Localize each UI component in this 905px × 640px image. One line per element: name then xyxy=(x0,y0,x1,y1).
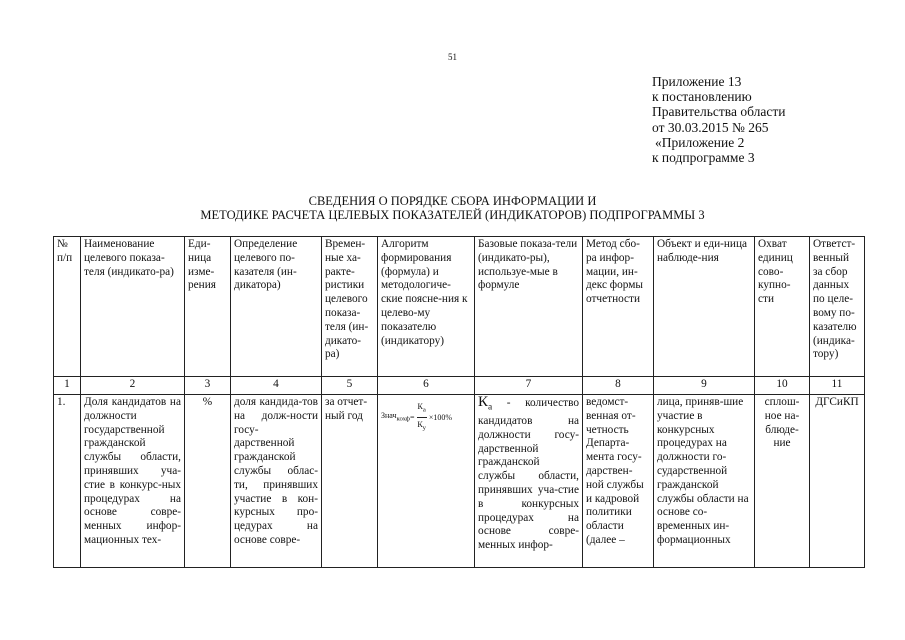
page-number: 51 xyxy=(448,52,457,62)
responsible: ДГСиКП xyxy=(810,395,865,568)
indicator-formula xyxy=(378,395,475,568)
table-row xyxy=(54,395,865,568)
formula-lhs-text: Знач xyxy=(381,411,397,421)
column-number: 2 xyxy=(81,377,185,395)
appendix-line: к постановлению xyxy=(652,89,752,105)
column-number: 11 xyxy=(810,377,865,395)
column-number: 10 xyxy=(755,377,810,395)
appendix-line: «Приложение 2 xyxy=(655,134,745,150)
column-number: 3 xyxy=(185,377,231,395)
formula-denominator-sub: у xyxy=(422,424,426,432)
title-line: СВЕДЕНИЯ О ПОРЯДКЕ СБОРА ИНФОРМАЦИИ И xyxy=(308,194,597,208)
header-cell: Объект и еди-ница наблюде-ния xyxy=(654,237,755,377)
header-cell: Базовые показа-тели (индикато-ры), используе-мые в формуле xyxy=(475,237,583,377)
table-header-row xyxy=(54,237,865,377)
header-cell: Еди-ница изме-рения xyxy=(185,237,231,377)
column-number: 7 xyxy=(475,377,583,395)
indicator-name: Доля кандидатов на должности государственной гражданской службы области, принявших уча-стие в конкурс-ных процедурах на основе совре-менных инфор-мационных тех- xyxy=(81,395,185,568)
formula-lhs xyxy=(381,409,410,426)
header-cell: Наименование целевого показа-теля (индикато-ра) xyxy=(81,237,185,377)
formula-lhs-sub: кохф xyxy=(396,415,410,423)
observation-object: лица, приняв-шие участие в конкурсных процедурах на должности го-сударственной гражданской службы области на основе со-временных ин-формационных xyxy=(654,395,755,568)
header-cell: Определение целевого по-казателя (ин-дикатора) xyxy=(231,237,322,377)
row-number: 1. xyxy=(54,395,81,568)
formula-equals: = xyxy=(410,412,415,422)
indicator-time: за отчет-ный год xyxy=(322,395,378,568)
header-cell: № п/п xyxy=(54,237,81,377)
formula-denominator xyxy=(417,418,426,435)
coverage: сплош-ное на-блюде-ние xyxy=(755,395,810,568)
base-text: - количество кандидатов на должности госу-дарственной гражданской службы области, принявших уча-стие в конкурсных процедурах на основе совре-менных инфор- xyxy=(478,397,579,552)
base-indicators xyxy=(475,395,583,568)
header-cell: Времен-ные ха-ракте-ристики целевого показа-теля (ин-дикато-ра) xyxy=(322,237,378,377)
formula-numerator-text: К xyxy=(417,402,423,411)
column-number: 8 xyxy=(583,377,654,395)
indicators-table xyxy=(53,236,865,568)
formula xyxy=(381,400,471,436)
appendix-line: Правительства области xyxy=(652,104,786,120)
header-cell: Метод сбо-ра инфор-мации, ин-декс формы отчетности xyxy=(583,237,654,377)
formula-denominator-text: К xyxy=(417,420,423,430)
column-number-row xyxy=(54,377,865,395)
base-symbol: К xyxy=(478,394,489,410)
column-number: 6 xyxy=(378,377,475,395)
title-line: МЕТОДИКЕ РАСЧЕТА ЦЕЛЕВЫХ ПОКАЗАТЕЛЕЙ (ИНДИКАТОРОВ) ПОДПРОГРАММЫ 3 xyxy=(200,208,705,222)
appendix-line: к подпрограмме 3 xyxy=(652,150,755,166)
header-cell: Охват единиц сово-купно-сти xyxy=(755,237,810,377)
document-title xyxy=(0,194,905,222)
formula-rhs: ×100% xyxy=(428,412,453,422)
header-cell: Ответст-венный за сбор данных по целе-вому по-казателю (индика-тору) xyxy=(810,237,865,377)
appendix-line: Приложение 13 xyxy=(652,74,742,89)
appendix-line: от 30.03.2015 № 265 xyxy=(652,119,769,135)
formula-fraction xyxy=(417,400,427,436)
indicator-unit: % xyxy=(185,395,231,568)
column-number: 9 xyxy=(654,377,755,395)
collection-method: ведомст-венная от-четность Департа-мента госу-дарствен-ной службы и кадровой политики области (далее – xyxy=(583,395,654,568)
base-symbol-sub: а xyxy=(488,402,493,413)
formula-numerator xyxy=(417,400,427,418)
formula-numerator-sub: а xyxy=(422,406,426,414)
indicator-definition: доля кандида-тов на долж-ности госу-дарственной гражданской службы облас-ти, принявших участие в кон-курсных про-цедурах на основе совре- xyxy=(231,395,322,568)
appendix-block xyxy=(652,74,785,165)
column-number: 5 xyxy=(322,377,378,395)
header-cell: Алгоритм формирования (формула) и методологиче-ские поясне-ния к целево-му показателю (индикатору) xyxy=(378,237,475,377)
column-number: 4 xyxy=(231,377,322,395)
column-number: 1 xyxy=(54,377,81,395)
